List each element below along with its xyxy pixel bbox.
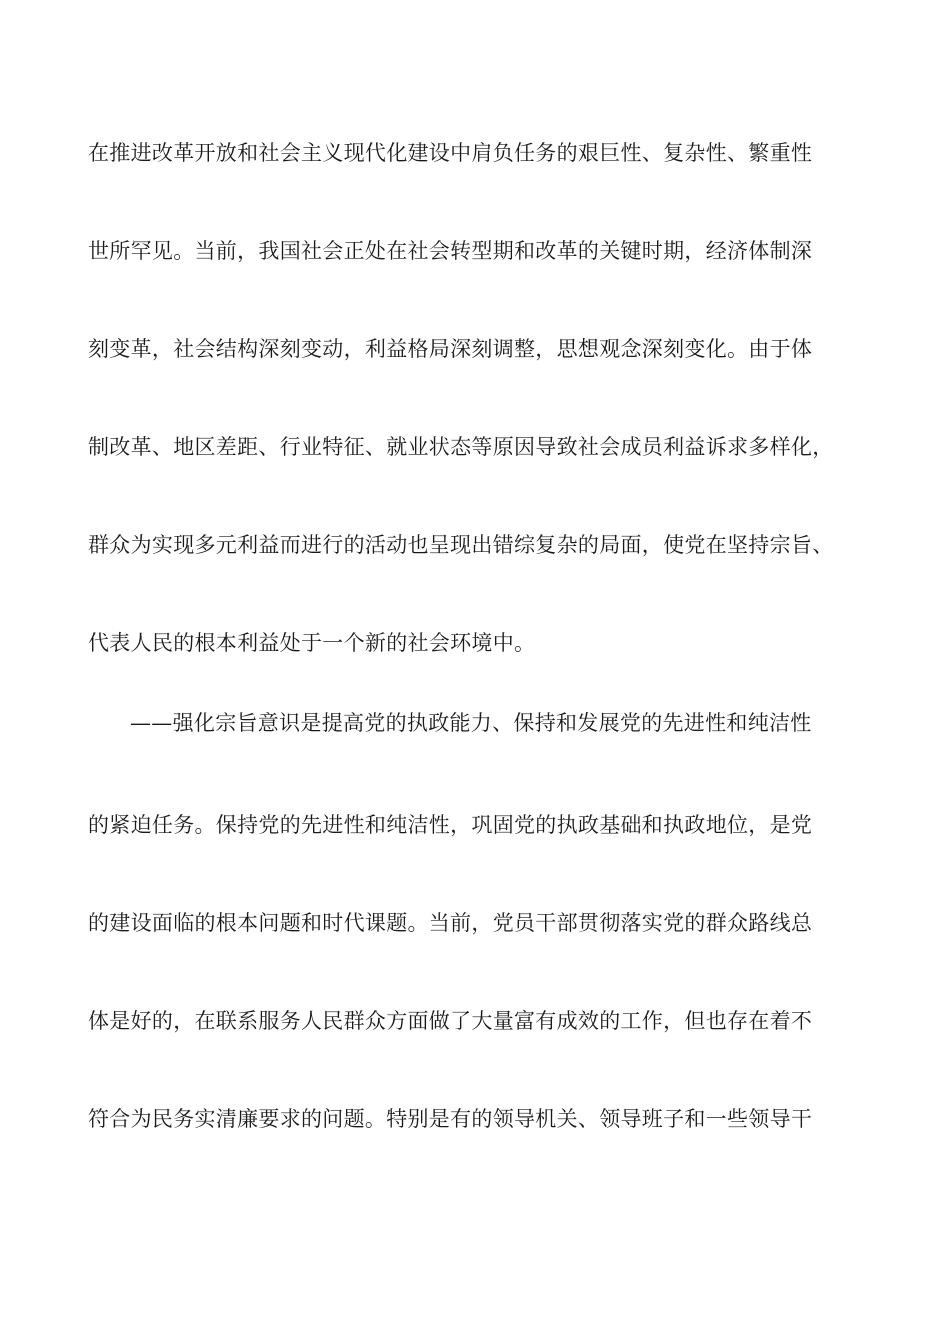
text-line: 世所罕见。当前，我国社会正处在社会转型期和改革的关键时期，经济体制深 bbox=[88, 239, 813, 263]
text-line: 制改革、地区差距、行业特征、就业状态等原因导致社会成员利益诉求多样化， bbox=[88, 435, 834, 459]
text-line: 刻变革，社会结构深刻变动，利益格局深刻调整，思想观念深刻变化。由于体 bbox=[88, 337, 813, 361]
text-line: 代表人民的根本利益处于一个新的社会环境中。 bbox=[88, 631, 536, 655]
paragraph-start-line: ——强化宗旨意识是提高党的执政能力、保持和发展党的先进性和纯洁性 bbox=[130, 711, 812, 735]
text-line: 体是好的，在联系服务人民群众方面做了大量富有成效的工作，但也存在着不 bbox=[88, 1009, 813, 1033]
text-line: 群众为实现多元利益而进行的活动也呈现出错综复杂的局面，使党在坚持宗旨、 bbox=[88, 533, 834, 557]
text-line: 符合为民务实清廉要求的问题。特别是有的领导机关、领导班子和一些领导干 bbox=[88, 1107, 813, 1131]
text-line: 的紧迫任务。保持党的先进性和纯洁性，巩固党的执政基础和执政地位，是党 bbox=[88, 813, 813, 837]
text-line: 的建设面临的根本问题和时代课题。当前，党员干部贯彻落实党的群众路线总 bbox=[88, 911, 813, 935]
text-line: 在推进改革开放和社会主义现代化建设中肩负任务的艰巨性、复杂性、繁重性 bbox=[88, 141, 813, 165]
